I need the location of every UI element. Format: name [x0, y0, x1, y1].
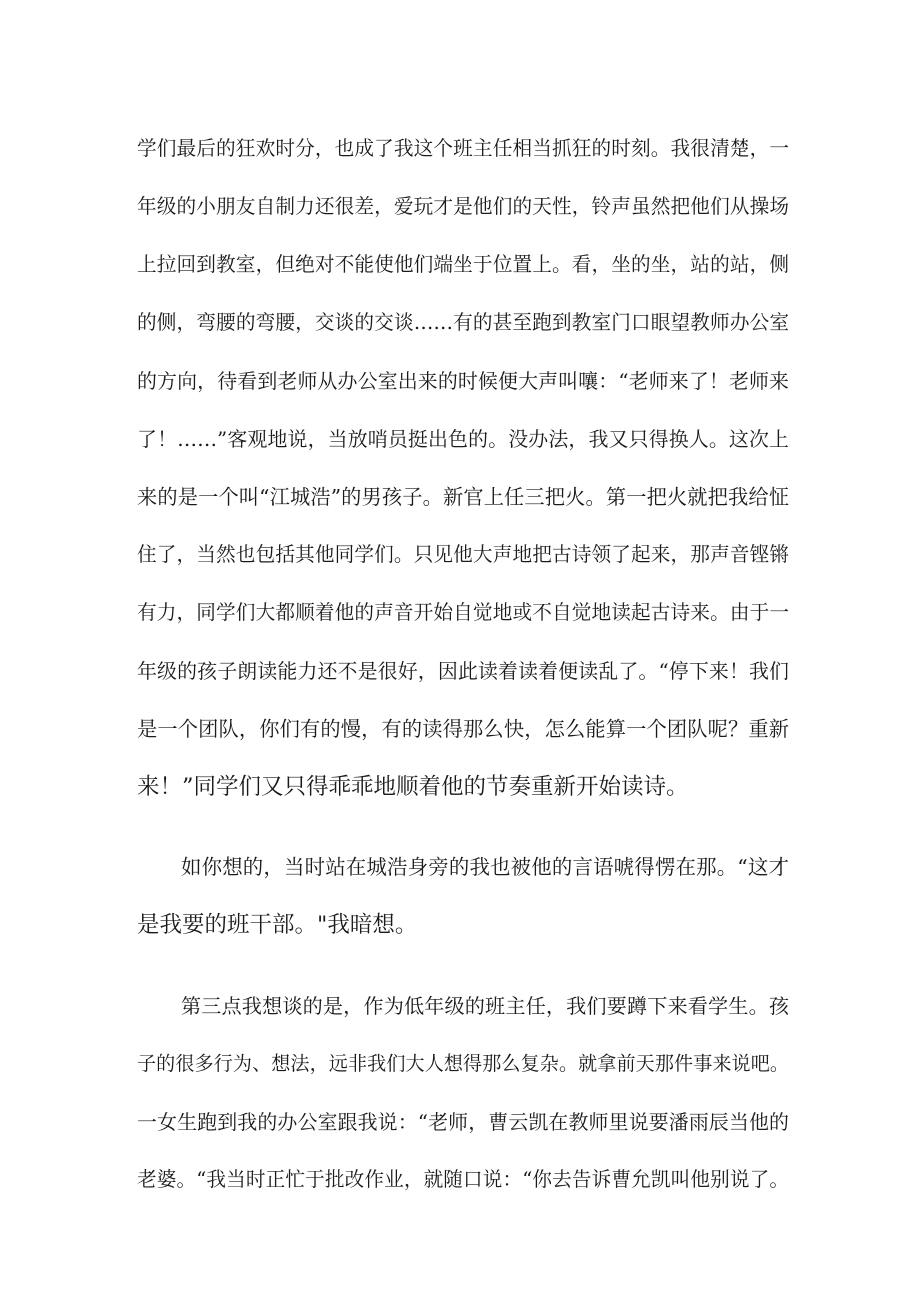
paragraph-1-line-9: 有力，同学们大都顺着他的声音开始自觉地或不自觉地读起古诗来。由于一 — [137, 601, 789, 624]
paragraph-1-line-7: 来的是一个叫“江城浩”的男孩子。新官上任三把火。第一把火就把我给怔 — [137, 485, 789, 509]
paragraph-1-line-12: 来！”同学们又只得乖乖地顺着他的节奏重新开始读诗。 — [137, 774, 689, 800]
paragraph-1-line-1: 学们最后的狂欢时分，也成了我这个班主任相当抓狂的时刻。我很清楚，一 — [137, 137, 789, 160]
paragraph-1-line-2: 年级的小朋友自制力还很差，爱玩才是他们的天性，铃声虽然把他们从操场 — [137, 195, 789, 218]
paragraph-1-line-6: 了！……”客观地说，当放哨员挺出色的。没办法，我又只得换人。这次上 — [137, 427, 789, 451]
paragraph-1-line-5: 的方向，待看到老师从办公室出来的时候便大声叫嚷：“老师来了！老师来 — [137, 369, 789, 393]
paragraph-2-line-1: 如你想的，当时站在城浩身旁的我也被他的言语唬得愣在那。“这才 — [181, 855, 789, 879]
paragraph-3-line-4: 老婆。“我当时正忙于批改作业，就随口说：“你去告诉曹允凯叫他别说了。 — [137, 1168, 789, 1191]
paragraph-3-line-1: 第三点我想谈的是，作为低年级的班主任，我们要蹲下来看学生。孩 — [181, 994, 789, 1018]
paragraph-1-line-3: 上拉回到教室，但绝对不能使他们端坐于位置上。看，坐的坐，站的站，侧 — [137, 253, 789, 276]
paragraph-2-line-2: 是我要的班干部。"我暗想。 — [137, 912, 418, 938]
paragraph-3-line-3: 一女生跑到我的办公室跟我说：“老师，曹云凯在教师里说要潘雨辰当他的 — [137, 1110, 789, 1134]
paragraph-1-line-4: 的侧，弯腰的弯腰，交谈的交谈……有的甚至跑到教室门口眼望教师办公室 — [137, 311, 789, 334]
paragraph-3-line-2: 子的很多行为、想法，远非我们大人想得那么复杂。就拿前天那件事来说吧。 — [137, 1053, 789, 1075]
paragraph-1-line-8: 住了，当然也包括其他同学们。只见他大声地把古诗领了起来，那声音铿锵 — [137, 543, 789, 566]
paragraph-1-line-11: 是一个团队，你们有的慢，有的读得那么快，怎么能算一个团队呢？重新 — [137, 717, 789, 741]
paragraph-1-line-10: 年级的孩子朗读能力还不是很好，因此读着读着便读乱了。“停下来！我们 — [137, 659, 789, 683]
